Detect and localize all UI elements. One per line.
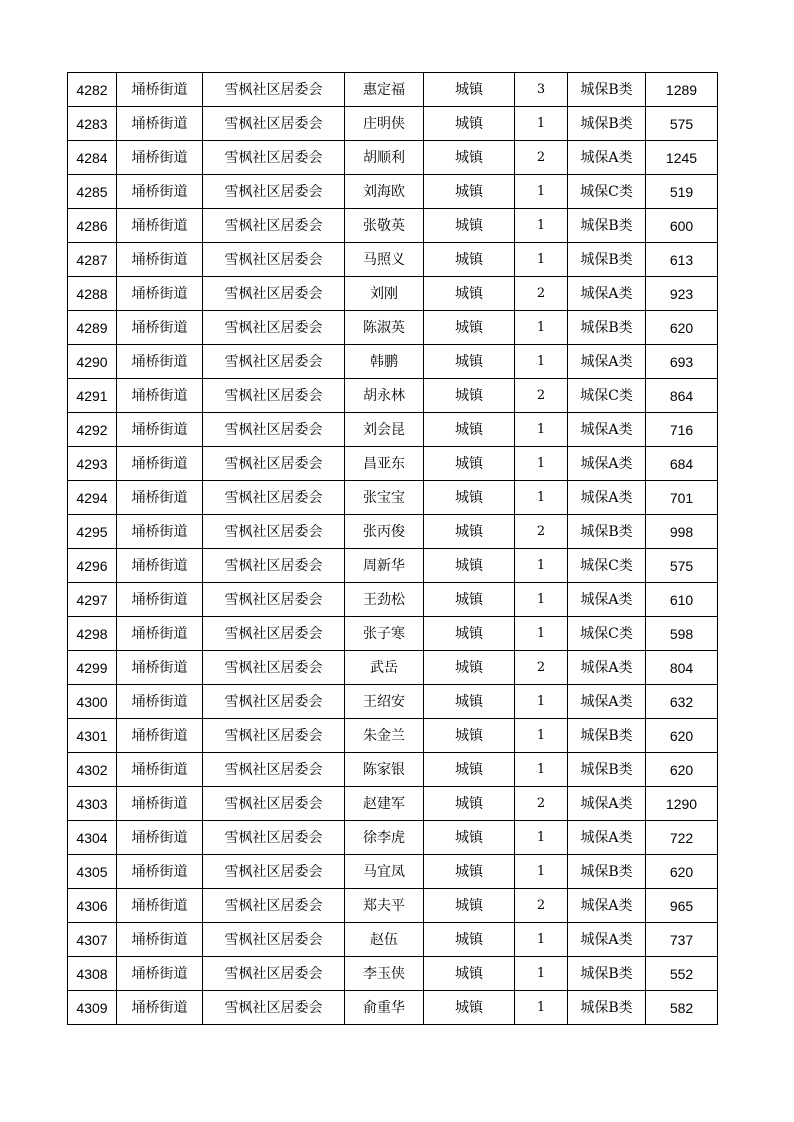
cell-category: 城保B类 — [568, 719, 646, 753]
cell-community: 雪枫社区居委会 — [203, 277, 345, 311]
cell-category: 城保A类 — [568, 685, 646, 719]
cell-category: 城保A类 — [568, 141, 646, 175]
cell-street: 埇桥街道 — [117, 209, 203, 243]
table-row — [68, 175, 718, 209]
cell-area: 城镇 — [424, 345, 515, 379]
cell-amount: 1245 — [646, 141, 718, 175]
cell-community: 雪枫社区居委会 — [203, 957, 345, 991]
cell-count: 2 — [515, 379, 568, 413]
cell-street: 埇桥街道 — [117, 889, 203, 923]
cell-name: 陈淑英 — [345, 311, 424, 345]
cell-area: 城镇 — [424, 447, 515, 481]
cell-id: 4293 — [68, 447, 117, 481]
cell-area: 城镇 — [424, 141, 515, 175]
cell-category: 城保A类 — [568, 345, 646, 379]
cell-amount: 684 — [646, 447, 718, 481]
cell-count: 1 — [515, 855, 568, 889]
table-row — [68, 685, 718, 719]
cell-id: 4288 — [68, 277, 117, 311]
cell-street: 埇桥街道 — [117, 73, 203, 107]
cell-area: 城镇 — [424, 685, 515, 719]
cell-amount: 582 — [646, 991, 718, 1025]
cell-name: 韩鹏 — [345, 345, 424, 379]
cell-name: 张子寒 — [345, 617, 424, 651]
cell-area: 城镇 — [424, 311, 515, 345]
cell-street: 埇桥街道 — [117, 719, 203, 753]
cell-category: 城保A类 — [568, 923, 646, 957]
cell-count: 1 — [515, 719, 568, 753]
cell-name: 庄明侠 — [345, 107, 424, 141]
cell-amount: 737 — [646, 923, 718, 957]
table-row — [68, 515, 718, 549]
cell-area: 城镇 — [424, 73, 515, 107]
cell-count: 1 — [515, 821, 568, 855]
cell-id: 4284 — [68, 141, 117, 175]
cell-category: 城保B类 — [568, 991, 646, 1025]
cell-id: 4291 — [68, 379, 117, 413]
cell-name: 张敬英 — [345, 209, 424, 243]
cell-amount: 575 — [646, 107, 718, 141]
cell-id: 4296 — [68, 549, 117, 583]
table-row — [68, 651, 718, 685]
cell-id: 4300 — [68, 685, 117, 719]
cell-street: 埇桥街道 — [117, 447, 203, 481]
cell-area: 城镇 — [424, 719, 515, 753]
cell-id: 4306 — [68, 889, 117, 923]
table-row — [68, 923, 718, 957]
cell-id: 4299 — [68, 651, 117, 685]
cell-category: 城保B类 — [568, 209, 646, 243]
cell-count: 1 — [515, 447, 568, 481]
cell-street: 埇桥街道 — [117, 243, 203, 277]
cell-area: 城镇 — [424, 957, 515, 991]
cell-street: 埇桥街道 — [117, 345, 203, 379]
cell-name: 朱金兰 — [345, 719, 424, 753]
cell-street: 埇桥街道 — [117, 583, 203, 617]
cell-category: 城保B类 — [568, 311, 646, 345]
cell-community: 雪枫社区居委会 — [203, 73, 345, 107]
cell-area: 城镇 — [424, 277, 515, 311]
cell-street: 埇桥街道 — [117, 855, 203, 889]
cell-id: 4286 — [68, 209, 117, 243]
cell-count: 2 — [515, 277, 568, 311]
cell-street: 埇桥街道 — [117, 685, 203, 719]
cell-community: 雪枫社区居委会 — [203, 243, 345, 277]
cell-name: 胡永林 — [345, 379, 424, 413]
table-row — [68, 481, 718, 515]
cell-name: 昌亚东 — [345, 447, 424, 481]
cell-street: 埇桥街道 — [117, 481, 203, 515]
cell-community: 雪枫社区居委会 — [203, 923, 345, 957]
cell-community: 雪枫社区居委会 — [203, 991, 345, 1025]
data-table-container — [67, 72, 717, 1025]
cell-street: 埇桥街道 — [117, 311, 203, 345]
cell-amount: 701 — [646, 481, 718, 515]
cell-street: 埇桥街道 — [117, 413, 203, 447]
cell-amount: 998 — [646, 515, 718, 549]
table-row — [68, 753, 718, 787]
cell-count: 1 — [515, 583, 568, 617]
table-row — [68, 379, 718, 413]
cell-count: 1 — [515, 413, 568, 447]
table-row — [68, 345, 718, 379]
cell-street: 埇桥街道 — [117, 515, 203, 549]
cell-category: 城保C类 — [568, 549, 646, 583]
cell-community: 雪枫社区居委会 — [203, 753, 345, 787]
cell-count: 1 — [515, 957, 568, 991]
table-row — [68, 617, 718, 651]
cell-area: 城镇 — [424, 379, 515, 413]
cell-amount: 716 — [646, 413, 718, 447]
cell-name: 陈家银 — [345, 753, 424, 787]
cell-category: 城保A类 — [568, 889, 646, 923]
cell-id: 4309 — [68, 991, 117, 1025]
cell-community: 雪枫社区居委会 — [203, 787, 345, 821]
cell-count: 1 — [515, 923, 568, 957]
cell-area: 城镇 — [424, 753, 515, 787]
table-row — [68, 991, 718, 1025]
cell-count: 1 — [515, 617, 568, 651]
cell-id: 4294 — [68, 481, 117, 515]
cell-count: 2 — [515, 651, 568, 685]
table-row — [68, 447, 718, 481]
cell-id: 4304 — [68, 821, 117, 855]
cell-id: 4301 — [68, 719, 117, 753]
cell-count: 1 — [515, 175, 568, 209]
cell-amount: 693 — [646, 345, 718, 379]
cell-id: 4283 — [68, 107, 117, 141]
cell-category: 城保C类 — [568, 175, 646, 209]
cell-name: 郑夫平 — [345, 889, 424, 923]
cell-name: 张宝宝 — [345, 481, 424, 515]
cell-name: 惠定福 — [345, 73, 424, 107]
cell-count: 1 — [515, 991, 568, 1025]
cell-amount: 575 — [646, 549, 718, 583]
cell-id: 4289 — [68, 311, 117, 345]
cell-category: 城保A类 — [568, 787, 646, 821]
cell-category: 城保B类 — [568, 107, 646, 141]
cell-count: 2 — [515, 141, 568, 175]
cell-street: 埇桥街道 — [117, 753, 203, 787]
cell-category: 城保A类 — [568, 447, 646, 481]
cell-community: 雪枫社区居委会 — [203, 821, 345, 855]
cell-street: 埇桥街道 — [117, 175, 203, 209]
cell-area: 城镇 — [424, 583, 515, 617]
cell-amount: 923 — [646, 277, 718, 311]
cell-id: 4290 — [68, 345, 117, 379]
cell-name: 徐李虎 — [345, 821, 424, 855]
cell-name: 王绍安 — [345, 685, 424, 719]
cell-street: 埇桥街道 — [117, 957, 203, 991]
cell-community: 雪枫社区居委会 — [203, 719, 345, 753]
cell-id: 4282 — [68, 73, 117, 107]
cell-amount: 598 — [646, 617, 718, 651]
table-row — [68, 141, 718, 175]
cell-amount: 632 — [646, 685, 718, 719]
cell-count: 1 — [515, 345, 568, 379]
cell-id: 4292 — [68, 413, 117, 447]
table-row — [68, 209, 718, 243]
cell-area: 城镇 — [424, 923, 515, 957]
cell-area: 城镇 — [424, 209, 515, 243]
cell-area: 城镇 — [424, 549, 515, 583]
table-row — [68, 787, 718, 821]
cell-id: 4308 — [68, 957, 117, 991]
cell-area: 城镇 — [424, 889, 515, 923]
cell-count: 3 — [515, 73, 568, 107]
cell-count: 2 — [515, 787, 568, 821]
table-row — [68, 277, 718, 311]
cell-count: 1 — [515, 209, 568, 243]
cell-name: 马宜凤 — [345, 855, 424, 889]
cell-amount: 620 — [646, 753, 718, 787]
cell-amount: 864 — [646, 379, 718, 413]
cell-community: 雪枫社区居委会 — [203, 447, 345, 481]
table-row — [68, 243, 718, 277]
cell-community: 雪枫社区居委会 — [203, 481, 345, 515]
cell-count: 1 — [515, 311, 568, 345]
cell-count: 2 — [515, 515, 568, 549]
cell-id: 4302 — [68, 753, 117, 787]
cell-community: 雪枫社区居委会 — [203, 889, 345, 923]
cell-area: 城镇 — [424, 991, 515, 1025]
table-row — [68, 821, 718, 855]
cell-street: 埇桥街道 — [117, 141, 203, 175]
cell-community: 雪枫社区居委会 — [203, 379, 345, 413]
cell-count: 1 — [515, 243, 568, 277]
cell-street: 埇桥街道 — [117, 651, 203, 685]
cell-area: 城镇 — [424, 855, 515, 889]
cell-amount: 613 — [646, 243, 718, 277]
cell-area: 城镇 — [424, 515, 515, 549]
cell-street: 埇桥街道 — [117, 277, 203, 311]
table-row — [68, 583, 718, 617]
cell-community: 雪枫社区居委会 — [203, 549, 345, 583]
cell-community: 雪枫社区居委会 — [203, 107, 345, 141]
cell-area: 城镇 — [424, 481, 515, 515]
cell-amount: 519 — [646, 175, 718, 209]
cell-amount: 722 — [646, 821, 718, 855]
table-body — [68, 73, 718, 1025]
cell-category: 城保A类 — [568, 413, 646, 447]
cell-name: 刘海欧 — [345, 175, 424, 209]
cell-category: 城保C类 — [568, 617, 646, 651]
cell-community: 雪枫社区居委会 — [203, 515, 345, 549]
cell-category: 城保A类 — [568, 481, 646, 515]
cell-community: 雪枫社区居委会 — [203, 345, 345, 379]
cell-id: 4287 — [68, 243, 117, 277]
cell-id: 4303 — [68, 787, 117, 821]
table-row — [68, 311, 718, 345]
cell-community: 雪枫社区居委会 — [203, 175, 345, 209]
cell-name: 赵伍 — [345, 923, 424, 957]
table-row — [68, 413, 718, 447]
cell-area: 城镇 — [424, 651, 515, 685]
cell-area: 城镇 — [424, 243, 515, 277]
cell-name: 刘会昆 — [345, 413, 424, 447]
cell-amount: 620 — [646, 855, 718, 889]
cell-area: 城镇 — [424, 787, 515, 821]
cell-community: 雪枫社区居委会 — [203, 141, 345, 175]
cell-id: 4285 — [68, 175, 117, 209]
cell-amount: 600 — [646, 209, 718, 243]
cell-id: 4298 — [68, 617, 117, 651]
cell-name: 李玉侠 — [345, 957, 424, 991]
cell-id: 4305 — [68, 855, 117, 889]
cell-area: 城镇 — [424, 107, 515, 141]
cell-area: 城镇 — [424, 413, 515, 447]
cell-amount: 1290 — [646, 787, 718, 821]
cell-amount: 804 — [646, 651, 718, 685]
cell-category: 城保B类 — [568, 73, 646, 107]
cell-category: 城保A类 — [568, 821, 646, 855]
cell-category: 城保A类 — [568, 583, 646, 617]
cell-community: 雪枫社区居委会 — [203, 617, 345, 651]
cell-street: 埇桥街道 — [117, 923, 203, 957]
cell-count: 1 — [515, 107, 568, 141]
cell-street: 埇桥街道 — [117, 379, 203, 413]
cell-area: 城镇 — [424, 821, 515, 855]
cell-category: 城保B类 — [568, 855, 646, 889]
cell-street: 埇桥街道 — [117, 107, 203, 141]
table-row — [68, 107, 718, 141]
cell-name: 赵建军 — [345, 787, 424, 821]
table-row — [68, 855, 718, 889]
cell-street: 埇桥街道 — [117, 991, 203, 1025]
cell-area: 城镇 — [424, 617, 515, 651]
cell-name: 张丙俊 — [345, 515, 424, 549]
cell-name: 王劲松 — [345, 583, 424, 617]
cell-amount: 965 — [646, 889, 718, 923]
data-table — [67, 72, 718, 1025]
cell-count: 1 — [515, 685, 568, 719]
cell-category: 城保B类 — [568, 243, 646, 277]
cell-count: 1 — [515, 549, 568, 583]
cell-count: 1 — [515, 753, 568, 787]
cell-street: 埇桥街道 — [117, 787, 203, 821]
cell-area: 城镇 — [424, 175, 515, 209]
cell-category: 城保A类 — [568, 651, 646, 685]
cell-category: 城保B类 — [568, 515, 646, 549]
cell-category: 城保C类 — [568, 379, 646, 413]
cell-street: 埇桥街道 — [117, 617, 203, 651]
cell-amount: 620 — [646, 719, 718, 753]
cell-name: 刘刚 — [345, 277, 424, 311]
cell-category: 城保A类 — [568, 277, 646, 311]
cell-community: 雪枫社区居委会 — [203, 583, 345, 617]
table-row — [68, 549, 718, 583]
cell-amount: 1289 — [646, 73, 718, 107]
cell-id: 4307 — [68, 923, 117, 957]
cell-amount: 610 — [646, 583, 718, 617]
cell-community: 雪枫社区居委会 — [203, 209, 345, 243]
cell-name: 胡顺利 — [345, 141, 424, 175]
table-row — [68, 719, 718, 753]
table-row — [68, 889, 718, 923]
cell-community: 雪枫社区居委会 — [203, 651, 345, 685]
cell-community: 雪枫社区居委会 — [203, 685, 345, 719]
cell-community: 雪枫社区居委会 — [203, 413, 345, 447]
table-row — [68, 73, 718, 107]
cell-id: 4297 — [68, 583, 117, 617]
cell-amount: 552 — [646, 957, 718, 991]
cell-category: 城保B类 — [568, 753, 646, 787]
cell-name: 武岳 — [345, 651, 424, 685]
cell-name: 周新华 — [345, 549, 424, 583]
cell-name: 俞重华 — [345, 991, 424, 1025]
cell-community: 雪枫社区居委会 — [203, 311, 345, 345]
cell-category: 城保B类 — [568, 957, 646, 991]
cell-name: 马照义 — [345, 243, 424, 277]
cell-community: 雪枫社区居委会 — [203, 855, 345, 889]
cell-street: 埇桥街道 — [117, 821, 203, 855]
cell-id: 4295 — [68, 515, 117, 549]
cell-street: 埇桥街道 — [117, 549, 203, 583]
table-row — [68, 957, 718, 991]
cell-amount: 620 — [646, 311, 718, 345]
cell-count: 1 — [515, 481, 568, 515]
cell-count: 2 — [515, 889, 568, 923]
